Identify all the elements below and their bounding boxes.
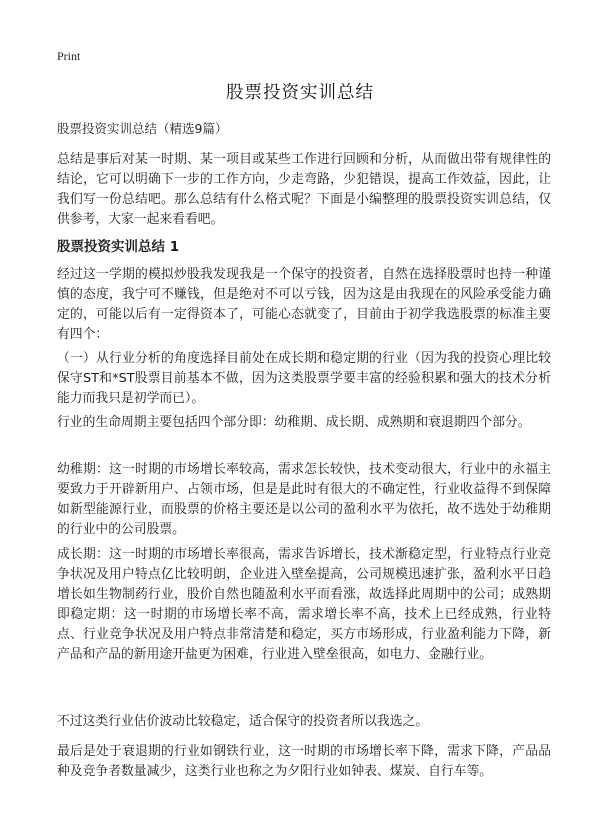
body-paragraph-7: 最后是处于衰退期的行业如钢铁行业，这一时期的市场增长率下降，需求下降，产品品种及竞争者数量减少，这类行业也称之为夕阳行业如钟表、煤炭、自行车等。 [57, 744, 551, 779]
print-link[interactable]: Print [57, 49, 81, 63]
body-paragraph-5: 成长期：这一时期的市场增长率很高，需求告诉增长，技术渐稳定型，行业特点行业竞争状况及用户特点亿比较明朗，企业进入壁垒提高，公司规模迅速扩张，盈利水平日趋增长如生物制药行业，股价自然也随盈利水平而看涨，故选择此周期中的公司；成熟期即稳定期：这一时期的市场增长率不高，需求增长率不高，技术上已经成熟，行业特点、行业竞争状况及用户特点非常清楚和稳定，买方市场形成，行业盈利能力下降，新产品和产品的新用途开盐更为困难，行业进入壁垒很高，如电力、金融行业。 [57, 547, 551, 662]
body-paragraph-3: 行业的生命周期主要包括四个部分即：幼稚期、成长期、成熟期和衰退期四个部分。 [57, 415, 531, 430]
body-paragraph-4: 幼稚期：这一时期的市场增长率较高，需求怎长较快，技术变动很大，行业中的永福主要致力于开辟新用户、占领市场，但是是此时有很大的不确定性，行业收益得不到保障如新型能源行业，而股票的价格主要还是以公司的盈利水平为依托，故不选处于幼稚期的行业中的公司股票。 [57, 462, 551, 537]
body-paragraph-1: 经过这一学期的模拟炒股我发现我是一个保守的投资者，自然在选择股票时也持一种谨慎的态度，我宁可不赚钱，但是绝对不可以亏钱，因为这是由我现在的风险承受能力确定的，可能以后有一定得资本了，可能心态就变了，目前由于初学我选股票的标准主要有四个： [57, 267, 551, 342]
section-heading: 股票投资实训总结 1 [57, 239, 180, 255]
body-paragraph-6: 不过这类行业估价波动比较稳定，适合保守的投资者所以我选之。 [57, 714, 429, 729]
article-subtitle: 股票投资实训总结（精选9篇） [57, 121, 228, 136]
intro-paragraph: 总结是事后对某一时期、某一项目或某些工作进行回顾和分析，从而做出带有规律性的结论，它可以明确下一步的工作方向，少走弯路，少犯错误，提高工作效益，因此，让我们写一份总结吧。那么总结有什么格式呢？下面是小编整理的股票投资实训总结，仅供参考，大家一起来看看吧。 [57, 152, 551, 227]
page-title: 股票投资实训总结 [226, 83, 374, 103]
body-paragraph-2: （一）从行业分析的角度选择目前处在成长期和稳定期的行业（因为我的投资心理比较保守ST和*ST股票目前基本不做，因为这类股票学要丰富的经验积累和强大的技术分析能力而我只是初学而已）。 [57, 351, 551, 406]
